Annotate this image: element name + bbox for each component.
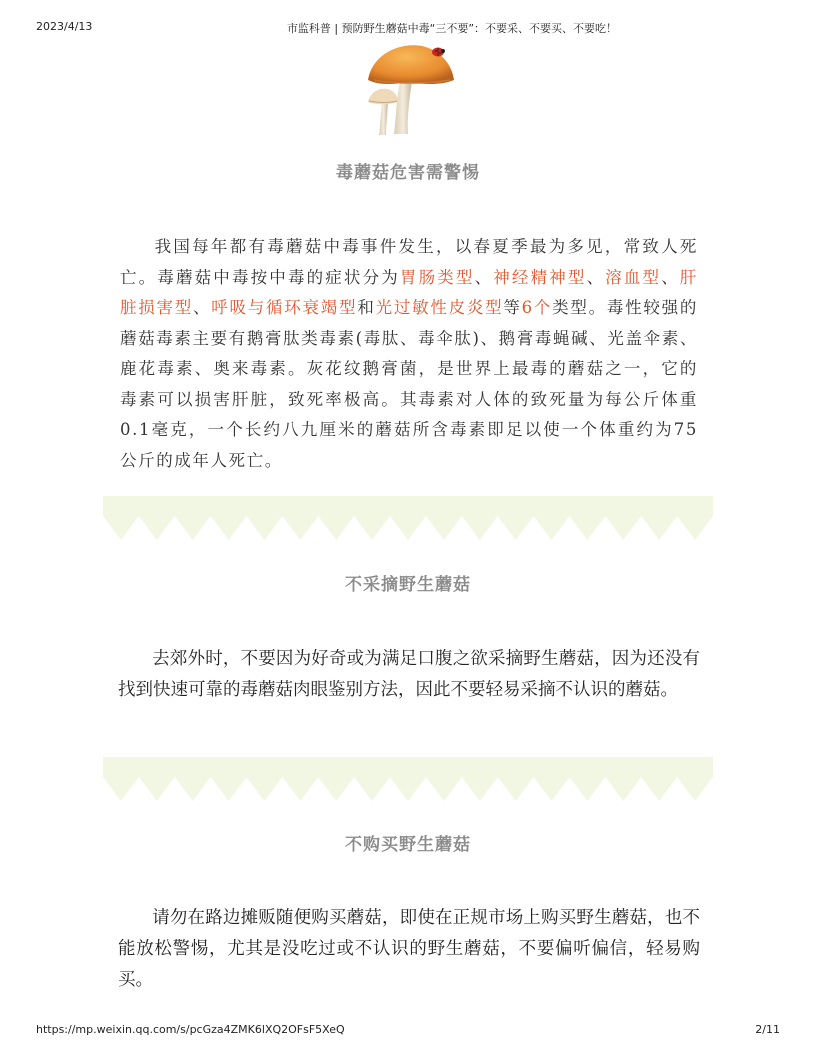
type-hemolytic: 溶血型 <box>605 267 662 287</box>
section-title-no-pick: 不采摘野生蘑菇 <box>345 575 471 595</box>
type-count: 6个 <box>521 298 553 317</box>
print-date: 2023/4/13 <box>36 20 93 33</box>
section-title-no-buy: 不购买野生蘑菇 <box>345 835 471 855</box>
type-photosensitive: 光过敏性皮炎型 <box>375 298 504 317</box>
section-title-danger: 毒蘑菇危害需警惕 <box>336 163 480 183</box>
paragraph-no-buy: 请勿在路边摊贩随便购买蘑菇，即使在正规市场上购买野生蘑菇，也不能放松警惕，尤其是没吃过或不认识的野生蘑菇，不要偏听偏信，轻易购买。 <box>118 908 700 990</box>
print-url: https://mp.weixin.qq.com/s/pcGza4ZMK6lXQ2OFsF5XeQ <box>36 1023 345 1036</box>
type-respiratory: 呼吸与循环衰竭型 <box>211 298 358 317</box>
type-gastro: 胃肠类型 <box>399 267 475 287</box>
mushroom-illustration <box>360 40 460 138</box>
paragraph-danger: 我国每年都有毒蘑菇中毒事件发生，以春夏季最为多见，常致人死亡。毒蘑菇中毒按中毒的症状分为胃肠类型、神经精神型、溶血型、肝脏损害型、呼吸与循环衰竭型和光过敏性皮炎型等6个类型。毒性较强的蘑菇毒素主要有鹅膏肽类毒素(毒肽、毒伞肽)、鹅膏毒蝇碱、光盖伞素、鹿花毒素、奥来毒素。灰花纹鹅膏菌，是世界上最毒的蘑菇之一，它的毒素可以损害肝脏，致死率极高。其毒素对人体的致死量为每公斤体重0.1毫克，一个长约八九厘米的蘑菇所含毒素即足以使一个体重约为75公斤的成年人死亡。 <box>120 237 699 470</box>
type-neuro: 神经精神型 <box>493 267 587 287</box>
zigzag-divider <box>103 757 713 801</box>
print-title: 市监科普 | 预防野生蘑菇中毒“三不要”：不要采、不要买、不要吃！ <box>286 22 618 35</box>
zigzag-divider <box>103 496 713 540</box>
page-number: 2/11 <box>755 1023 780 1036</box>
type-liver: 肝脏损害型 <box>120 267 698 317</box>
paragraph-no-pick: 去郊外时，不要因为好奇或为满足口腹之欲采摘野生蘑菇，因为还没有找到快速可靠的毒蘑菇肉眼鉴别方法，因此不要轻易采摘不认识的蘑菇。 <box>118 649 700 700</box>
